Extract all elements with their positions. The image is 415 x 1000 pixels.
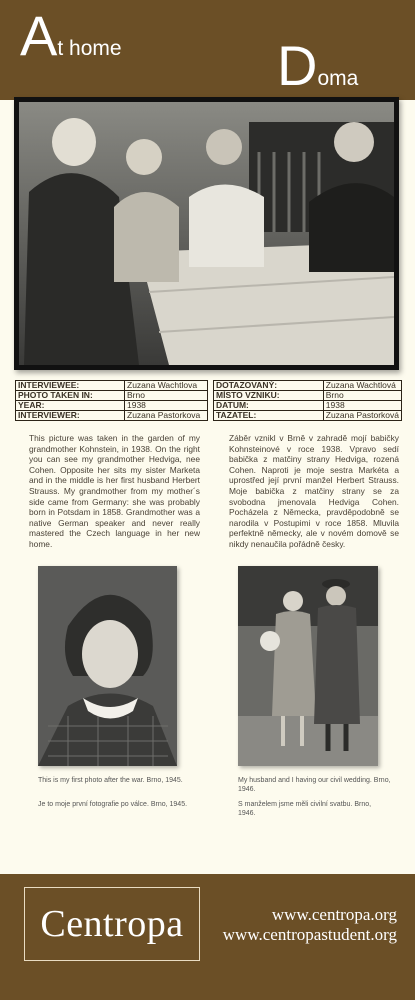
caption-left-en: This is my first photo after the war. Brno, 1945.	[38, 777, 183, 784]
title-cz: Doma	[277, 34, 359, 97]
title-en: At home	[20, 4, 122, 67]
main-photo-garden	[14, 97, 399, 370]
description-en: This picture was taken in the garden of my grandmother Kohnstein, in 1938. On the right you can see my grandmother Hedviga, nee Cohen. Opposite her sits my sister Marketa and in the middle is her first husband Herbert Strauss. My grandmother from my mother´s side came from Germany: she was probably born in Potsdam in 1858. Grandmother was a native German speaker and never really mastered the Czech language in her new home.	[29, 433, 200, 549]
portrait-photo	[38, 566, 177, 766]
caption-right-en: My husband and I having our civil wedding. Brno, 1946.	[238, 777, 391, 793]
table-row: YEAR: 1938	[16, 401, 208, 411]
link-centropastudent[interactable]: www.centropastudent.org	[222, 925, 397, 944]
table-row: INTERVIEWER: Zuzana Pastorkova	[16, 411, 208, 421]
table-row: DATUM: 1938	[214, 401, 402, 411]
description-cz: Záběr vznikl v Brně v zahradě mojí babičky Kohnsteinové v roce 1938. Vpravo sedí babička z matčiny strany Hedviga, rozená Cohen. Naproti je moje sestra Markéta a uprostřed její první manžel Herbert Strauss. Moje babička z matčiny strany se za svobodna jmenovala Hedviga Cohen. Pocházela z Německa, pravděpodobně se narodila v Postupimi v roce 1858. Mluvila perfektně německy, ale v novém domově se nikdy nenaučila pořádně česky.	[229, 433, 399, 549]
brand-name: Centropa	[40, 903, 184, 945]
centropa-logo[interactable]	[24, 887, 200, 961]
caption-right-cz: S manželem jsme měli civilní svatbu. Brno, 1946.	[238, 801, 372, 817]
info-table-cz	[213, 380, 402, 421]
caption-left-cz: Je to moje první fotografie po válce. Brno, 1945.	[38, 801, 188, 808]
info-table-en	[15, 380, 208, 421]
table-row: MÍSTO VZNIKU: Brno	[214, 391, 402, 401]
table-row: INTERVIEWEE: Zuzana Wachtlova	[16, 381, 208, 391]
table-row: PHOTO TAKEN IN: Brno	[16, 391, 208, 401]
wedding-photo	[238, 566, 378, 766]
table-row: TAZATEL: Zuzana Pastorková	[214, 411, 402, 421]
table-row: DOTAZOVANÝ: Zuzana Wachtlová	[214, 381, 402, 391]
link-centropa[interactable]: www.centropa.org	[271, 905, 397, 924]
